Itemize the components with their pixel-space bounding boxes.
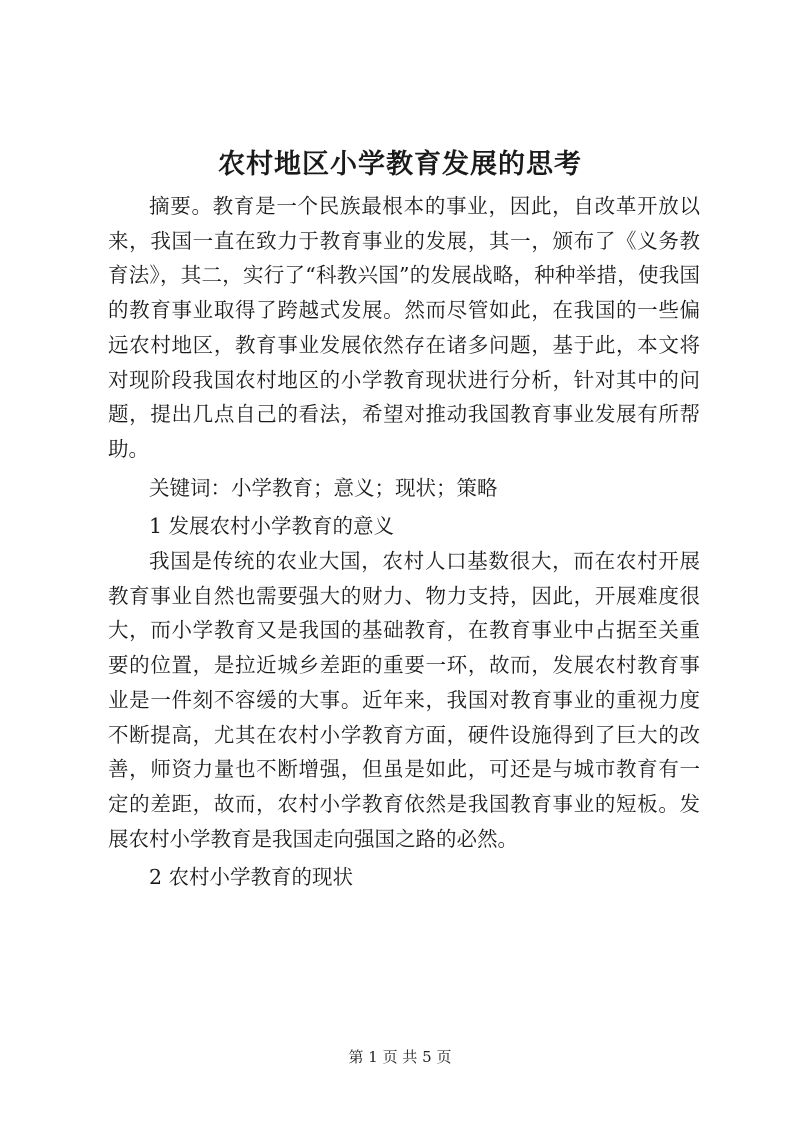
section-2-heading: 2 农村小学教育的现状 xyxy=(149,865,354,890)
section-1-heading: 1 发展农村小学教育的意义 xyxy=(149,514,395,539)
section-1-paragraph: 我国是传统的农业大国，农村人口基数很大，而在农村开展教育事业自然也需要强大的财力、物力支持，因此，开展难度很大，而小学教育又是我国的基础教育，在教育事业中占据至关重要的位置，是拉近城乡差距的重要一环，故而，发展农村教育事业是一件刻不容缓的大事。近年来，我国对教育事业的重视力度不断提高，尤其在农村小学教育方面，硬件设施得到了巨大的改善，师资力量也不断增强，但虽是如此，可还是与城市教育有一定的差距，故而，农村小学教育依然是我国教育事业的短板。发展农村小学教育是我国走向强国之路的必然。 xyxy=(108,549,700,851)
keywords-line: 关键词：小学教育；意义；现状；策略 xyxy=(149,475,498,500)
abstract-paragraph: 摘要。教育是一个民族最根本的事业，因此，自改革开放以来，我国一直在致力于教育事业的发展，其一，颁布了《义务教育法》，其二，实行了“科教兴国”的发展战略，种种举措，使我国的教育事业取得了跨越式发展。然而尽管如此，在我国的一些偏远农村地区，教育事业发展依然存在诸多问题，基于此，本文将对现阶段我国农村地区的小学教育现状进行分析，针对其中的问题，提出几点自己的看法，希望对推动我国教育事业发展有所帮助。 xyxy=(108,194,700,461)
document-title: 农村地区小学教育发展的思考 xyxy=(218,149,582,180)
page-footer: 第 1 页 共 5 页 xyxy=(348,1048,452,1066)
document-body xyxy=(108,189,700,895)
